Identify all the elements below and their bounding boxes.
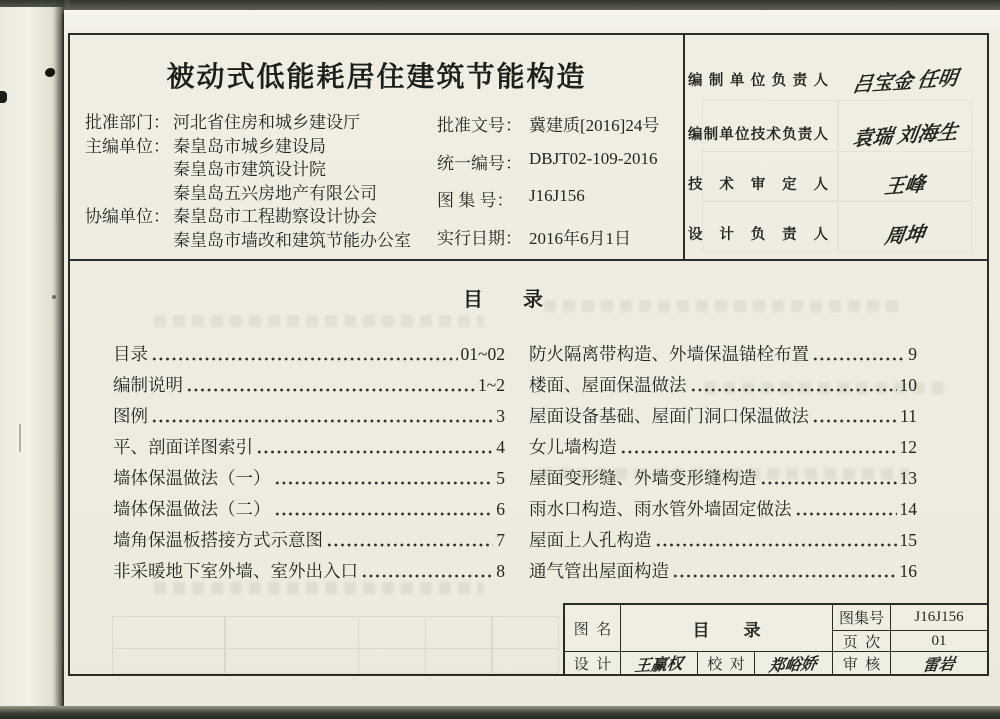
toc-entry [113, 490, 505, 521]
agency-row [85, 111, 411, 135]
toc-entry [529, 459, 917, 490]
agency-label: 主编单位： [85, 136, 170, 156]
toc-entry [113, 397, 505, 428]
toc-entry-page: 7 [496, 530, 505, 550]
toc-entry-page: 6 [496, 499, 505, 519]
toc-entry-page: 10 [899, 375, 917, 395]
toc-entry [113, 521, 505, 552]
toc-entry-title: 目录 [113, 344, 148, 364]
agency-row [85, 229, 411, 253]
toc-entry-title: 屋面设备基础、屋面门洞口保温做法 [529, 406, 809, 426]
toc-entry-page: 8 [496, 561, 505, 581]
toc-entry [529, 521, 917, 552]
agency-label [85, 229, 173, 253]
dot-leader [620, 436, 897, 459]
agency-label: 协编单位： [85, 207, 170, 226]
code-label: 统一编号： [437, 153, 522, 173]
toc-entry-title: 屋面上人孔构造 [529, 530, 652, 550]
drawing-frame [68, 33, 989, 676]
dot-leader [256, 436, 493, 459]
toc-entry-page: 5 [496, 468, 505, 488]
agency-value: 秦皇岛市城乡建设局 [173, 136, 326, 156]
agency-value: 秦皇岛五兴房地产有限公司 [173, 183, 377, 203]
toc-entry-page: 14 [899, 499, 917, 519]
approval-agencies [85, 111, 411, 252]
toc-entry-page: 16 [899, 561, 917, 581]
title-block [563, 603, 987, 674]
dot-leader [655, 529, 897, 552]
signature-area [828, 65, 982, 97]
agency-row [85, 205, 411, 229]
toc-entry-page: 3 [496, 406, 505, 426]
toc-entry [113, 366, 505, 397]
code-row [437, 186, 659, 224]
toc-entry [529, 490, 917, 521]
toc-entry-page: 12 [899, 437, 917, 457]
agency-label: 批准部门： [85, 113, 170, 132]
proofreader-signature [755, 652, 833, 675]
toc-entry-page: 9 [908, 344, 917, 364]
toc-entry-title: 屋面变形缝、外墙变形缝构造 [529, 468, 757, 488]
proofreader-label: 校 对 [698, 652, 755, 675]
toc-entry-title: 墙体保温做法（一） [113, 468, 271, 488]
page-number-label: 页 次 [833, 631, 891, 652]
signature-area [828, 169, 982, 198]
toc-entry [113, 459, 505, 490]
drawing-name-value: 目 录 [621, 605, 833, 652]
toc-entry-title: 雨水口构造、雨水管外墙固定做法 [529, 499, 792, 519]
document-codes [437, 111, 659, 261]
dot-leader [361, 560, 493, 583]
dot-leader [326, 529, 493, 552]
edge-mark [0, 91, 7, 103]
signoff-row [688, 165, 982, 201]
toc-column-left [113, 335, 505, 583]
handwritten-signature: 周坤 [883, 222, 927, 249]
dot-leader [812, 405, 897, 428]
dot-leader [795, 498, 897, 521]
toc-entry-title: 图例 [113, 406, 148, 426]
toc-column-right [529, 335, 917, 583]
dot-leader [151, 405, 493, 428]
signoff-label: 编制单位负责人 [688, 72, 828, 89]
toc-entry-title: 编制说明 [113, 375, 183, 395]
toc-entry [529, 397, 917, 428]
atlas-number-label: 图集号 [833, 605, 891, 631]
handwritten-signature: 郑峪娇 [768, 655, 819, 676]
signoff-row [688, 215, 982, 251]
drawing-name-label: 图 名 [565, 605, 621, 652]
handwritten-signature: 吕宝金 任明 [850, 66, 959, 97]
code-label: 实行日期： [437, 228, 522, 248]
code-value: J16J156 [529, 186, 585, 205]
agency-row [85, 135, 411, 159]
atlas-number-value: J16J156 [891, 605, 987, 631]
toc-entry-title: 墙体保温做法（二） [113, 499, 271, 519]
signoff-row [688, 61, 982, 97]
code-value: 冀建质[2016]24号 [529, 116, 660, 135]
agency-label [85, 158, 173, 182]
designer-label: 设 计 [565, 652, 621, 675]
agency-value: 河北省住房和城乡建设厅 [173, 113, 360, 132]
reviewer-label: 审 核 [833, 652, 891, 675]
previous-page-edge [0, 7, 62, 707]
dot-leader [274, 467, 494, 490]
signature-area [828, 119, 982, 151]
code-row [437, 111, 659, 149]
code-label: 批准文号： [437, 116, 522, 135]
handwritten-signature: 王赢权 [633, 655, 684, 676]
agency-value: 秦皇岛市建筑设计院 [173, 160, 326, 179]
dot-leader [760, 467, 897, 490]
dot-leader [690, 374, 897, 397]
toc-entry-page: 4 [496, 437, 505, 457]
agency-value: 秦皇岛市墙改和建筑节能办公室 [173, 230, 411, 250]
toc-entry-page: 13 [899, 468, 917, 488]
agency-row [85, 182, 411, 206]
toc-entry-title: 防火隔离带构造、外墙保温锚栓布置 [529, 344, 809, 364]
dot-leader [186, 374, 475, 397]
code-value: DBJT02-109-2016 [529, 148, 658, 168]
header-divider [683, 35, 685, 259]
toc-entry [529, 335, 917, 366]
dot-leader [812, 343, 905, 366]
signature-area [828, 219, 982, 248]
handwritten-signature: 王峰 [883, 172, 927, 199]
designer-signature [621, 652, 698, 675]
toc-entry [113, 552, 505, 583]
document-title: 被动式低能耗居住建筑节能构造 [166, 61, 587, 92]
page-number-value: 01 [891, 631, 987, 652]
handwritten-signature: 雷岩 [921, 656, 956, 675]
toc-entry-page: 01~02 [460, 344, 505, 364]
toc-entry-title: 通气管出屋面构造 [529, 561, 669, 581]
toc-entry [113, 428, 505, 459]
dot-leader [151, 343, 458, 366]
dot-leader [274, 498, 494, 521]
toc-entry-title: 女儿墙构造 [529, 437, 617, 457]
toc-entry [529, 366, 917, 397]
toc-entry-title: 墙角保温板搭接方式示意图 [113, 530, 323, 550]
toc-entry [529, 428, 917, 459]
reviewer-signature [891, 652, 987, 675]
toc-entry [529, 552, 917, 583]
agency-label [85, 182, 173, 206]
signoff-label: 设 计 负 责 人 [688, 226, 828, 243]
code-value: 2016年6月1日 [529, 228, 631, 248]
signoff-row [688, 115, 982, 151]
toc-entry-page: 1~2 [478, 375, 505, 395]
toc-entry [113, 335, 505, 366]
toc-entry-title: 非采暖地下室外墙、室外出入口 [113, 561, 358, 581]
margin-crease [19, 424, 21, 452]
dot-leader [672, 560, 897, 583]
code-label: 图 集 号： [437, 191, 514, 210]
agency-row [85, 158, 411, 182]
signoff-label: 编制单位技术负责人 [688, 126, 828, 143]
toc-entry-title: 平、剖面详图索引 [113, 437, 253, 457]
agency-value: 秦皇岛市工程勘察设计协会 [173, 207, 377, 226]
toc-entry-page: 11 [900, 406, 917, 426]
scanner-background-bottom [0, 706, 1000, 719]
signoff-label: 技 术 审 定 人 [688, 176, 828, 193]
handwritten-signature: 袁瑞 刘海生 [850, 120, 959, 151]
toc-heading: 目 录 [463, 289, 543, 311]
code-row [437, 149, 659, 187]
toc-entry-page: 15 [899, 530, 917, 550]
toc-entry-title: 楼面、屋面保温做法 [529, 375, 687, 395]
code-row [437, 224, 659, 262]
